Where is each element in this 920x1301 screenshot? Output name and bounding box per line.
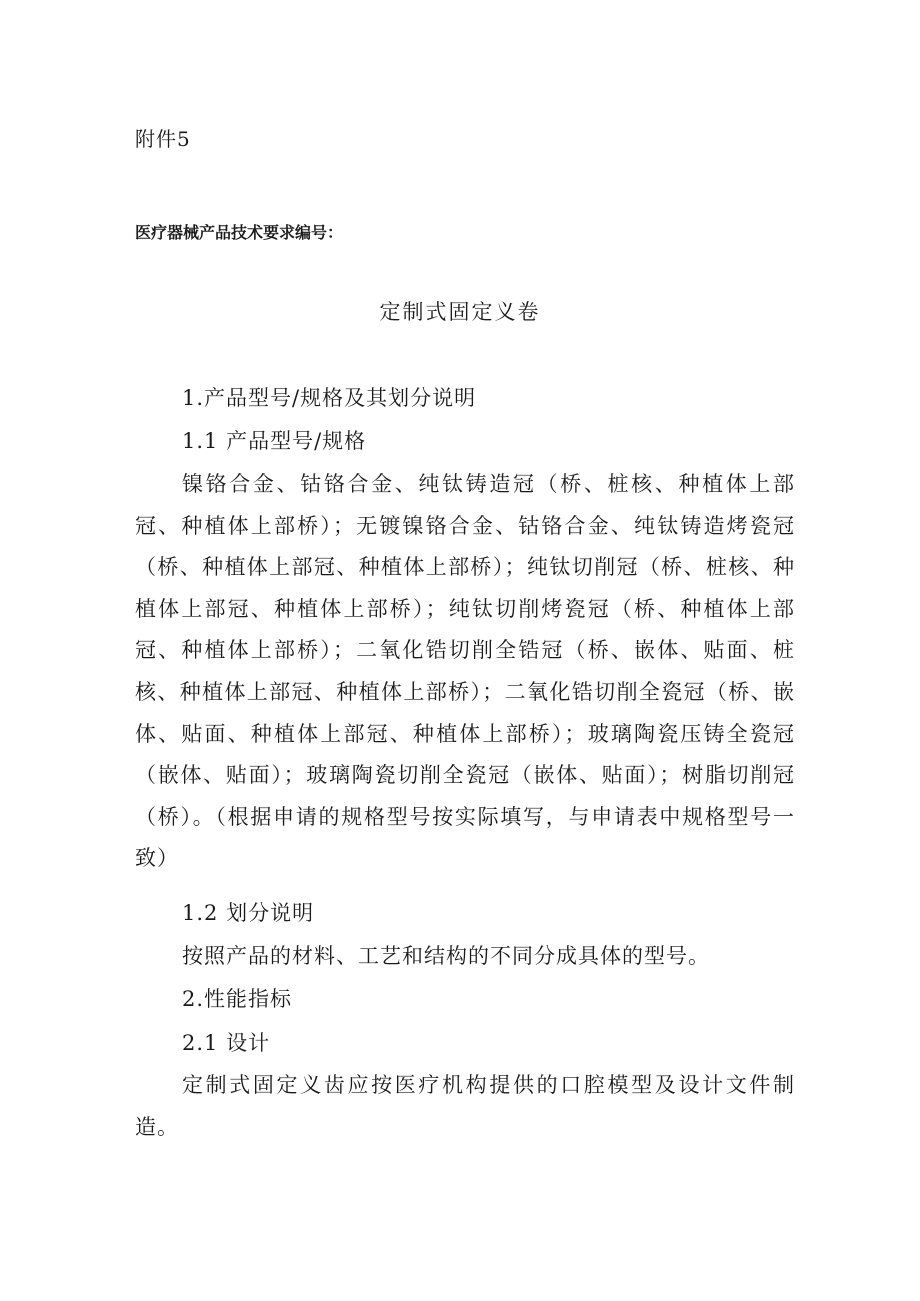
section-2-1-heading: 2.1 设计: [182, 1031, 271, 1055]
section-2-heading: 2.性能指标: [182, 987, 293, 1011]
section-1-heading: 1.产品型号/规格及其划分说明: [182, 386, 477, 410]
section-1-1-heading: 1.1 产品型号/规格: [182, 429, 367, 453]
section-2-1-paragraph: 定制式固定义齿应按医疗机构提供的口腔模型及设计文件制造。: [135, 1073, 795, 1139]
document-title: 定制式固定义卷: [379, 300, 541, 324]
attachment-label: 附件5: [135, 127, 191, 151]
tech-requirement-number-label: 医疗器械产品技术要求编号：: [135, 223, 344, 242]
section-1-2-heading: 1.2 划分说明: [182, 901, 315, 925]
section-1-1-paragraph: 镍铬合金、钴铬合金、纯钛铸造冠（桥、桩核、种植体上部冠、种植体上部桥）；无镀镍铬合金、钴铬合金、纯钛铸造烤瓷冠（桥、种植体上部冠、种植体上部桥）；纯钛切削冠（桥、桩核、种植体上部冠、种植体上部桥）；纯钛切削烤瓷冠（桥、种植体上部冠、种植体上部桥）；二氧化锆切削全锆冠（桥、嵌体、贴面、桩核、种植体上部冠、种植体上部桥）；二氧化锆切削全瓷冠（桥、嵌体、贴面、种植体上部冠、种植体上部桥）；玻璃陶瓷压铸全瓷冠（嵌体、贴面）；玻璃陶瓷切削全瓷冠（嵌体、贴面）；树脂切削冠（桥）。（根据申请的规格型号按实际填写，与申请表中规格型号一致）: [135, 472, 795, 871]
section-1-2-paragraph: 按照产品的材料、工艺和结构的不同分成具体的型号。: [182, 944, 710, 968]
